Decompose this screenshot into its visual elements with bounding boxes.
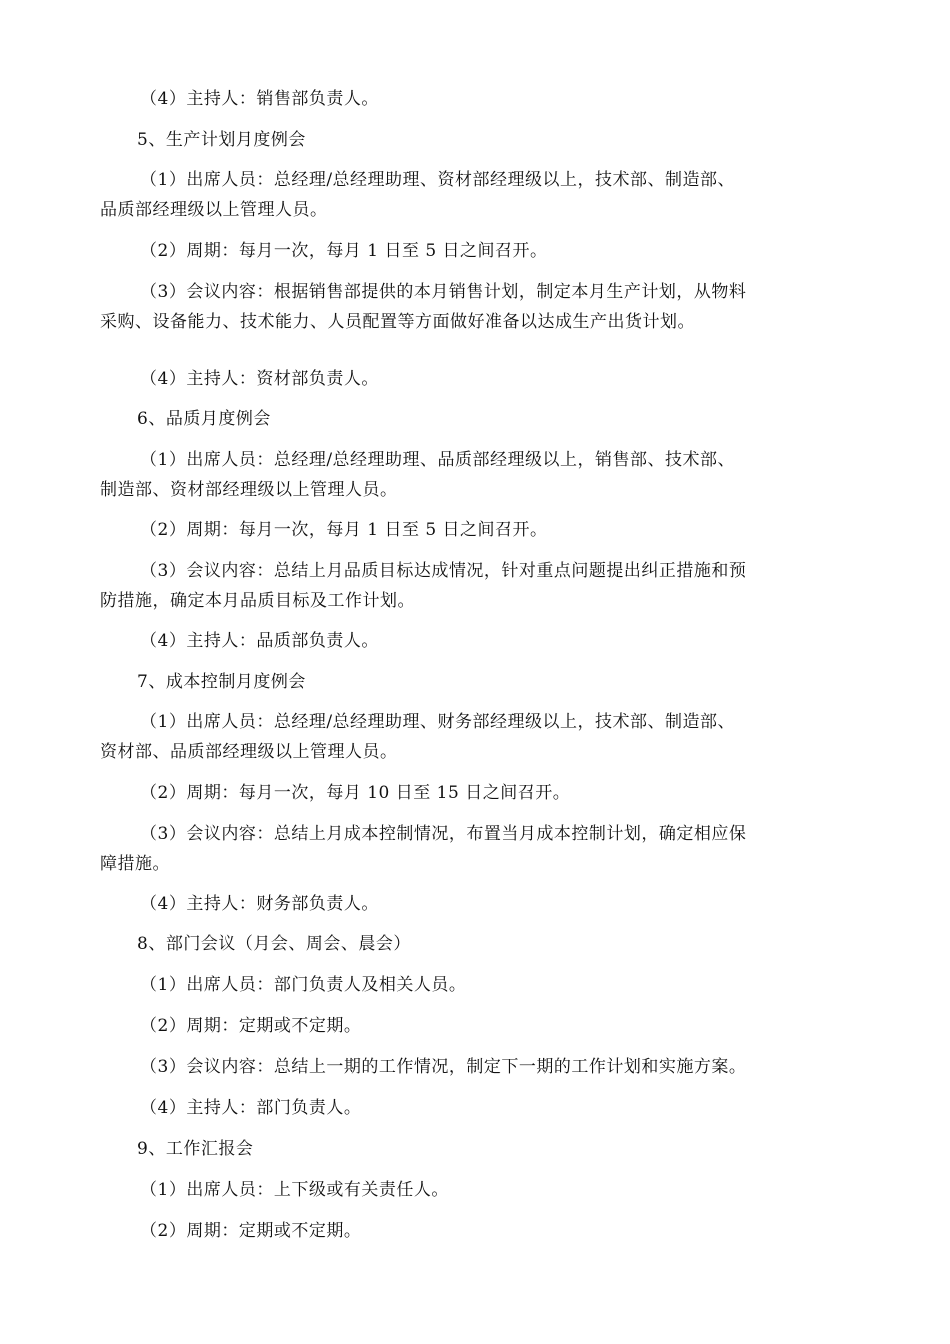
section-8-heading bbox=[100, 929, 812, 959]
text-line: （1）出席人员：总经理/总经理助理、品质部经理级以上，销售部、技术部、 bbox=[140, 450, 736, 470]
text-line: 7、成本控制月度例会 bbox=[137, 672, 306, 692]
text-line: 资材部、品质部经理级以上管理人员。 bbox=[100, 742, 398, 762]
text-line: 6、品质月度例会 bbox=[137, 409, 271, 429]
text-line: 障措施。 bbox=[100, 854, 170, 874]
section-7-heading bbox=[100, 667, 812, 697]
text-line: （2）周期：定期或不定期。 bbox=[140, 1221, 362, 1241]
text-line: （4）主持人：资材部负责人。 bbox=[140, 369, 379, 389]
text-line: 品质部经理级以上管理人员。 bbox=[100, 200, 328, 220]
text-line: 8、部门会议（月会、周会、晨会） bbox=[137, 934, 411, 954]
item-1-attendees bbox=[100, 970, 812, 1000]
section-5-heading bbox=[100, 125, 812, 155]
text-line: （2）周期：每月一次，每月 10 日至 15 日之间召开。 bbox=[140, 783, 571, 803]
text-line: （1）出席人员：部门负责人及相关人员。 bbox=[140, 975, 467, 995]
item-1-attendees bbox=[100, 1175, 812, 1205]
item-3-content bbox=[100, 819, 812, 879]
item-2-period bbox=[100, 236, 812, 266]
item-4-host-sales bbox=[100, 84, 812, 114]
text-line: （3）会议内容：总结上月品质目标达成情况，针对重点问题提出纠正措施和预 bbox=[140, 561, 747, 581]
text-line: （4）主持人：品质部负责人。 bbox=[140, 631, 379, 651]
text-line: （2）周期：定期或不定期。 bbox=[140, 1016, 362, 1036]
item-1-attendees bbox=[100, 445, 812, 505]
item-3-content bbox=[100, 1052, 812, 1082]
section-6-heading bbox=[100, 404, 812, 434]
text-line: 采购、设备能力、技术能力、人员配置等方面做好准备以达成生产出货计划。 bbox=[100, 312, 695, 332]
text-line: 5、生产计划月度例会 bbox=[137, 130, 306, 150]
text-line: （1）出席人员：总经理/总经理助理、资材部经理级以上，技术部、制造部、 bbox=[140, 170, 736, 190]
item-4-host-materials bbox=[100, 364, 812, 394]
text-line: 防措施，确定本月品质目标及工作计划。 bbox=[100, 591, 415, 611]
text-line: （1）出席人员：总经理/总经理助理、财务部经理级以上，技术部、制造部、 bbox=[140, 712, 736, 732]
item-4-host-quality bbox=[100, 626, 812, 656]
item-4-host-finance bbox=[100, 889, 812, 919]
item-1-attendees bbox=[100, 707, 812, 767]
section-9-heading bbox=[100, 1134, 812, 1164]
item-3-content bbox=[100, 277, 812, 337]
item-4-host-department bbox=[100, 1093, 812, 1123]
text-line: （3）会议内容：总结上一期的工作情况，制定下一期的工作计划和实施方案。 bbox=[140, 1057, 747, 1077]
text-line: 制造部、资材部经理级以上管理人员。 bbox=[100, 480, 398, 500]
text-line: （2）周期：每月一次，每月 1 日至 5 日之间召开。 bbox=[140, 241, 548, 261]
text-line: （4）主持人：财务部负责人。 bbox=[140, 894, 379, 914]
item-3-content bbox=[100, 556, 812, 616]
text-line: （3）会议内容：根据销售部提供的本月销售计划，制定本月生产计划，从物料 bbox=[140, 282, 747, 302]
item-2-period bbox=[100, 1011, 812, 1041]
text-line: （4）主持人：部门负责人。 bbox=[140, 1098, 362, 1118]
item-2-period bbox=[100, 515, 812, 545]
text-line: （4）主持人：销售部负责人。 bbox=[140, 89, 379, 109]
text-line: （1）出席人员：上下级或有关责任人。 bbox=[140, 1180, 449, 1200]
item-2-period bbox=[100, 1216, 812, 1246]
item-1-attendees bbox=[100, 165, 812, 225]
text-line: （3）会议内容：总结上月成本控制情况，布置当月成本控制计划，确定相应保 bbox=[140, 824, 747, 844]
item-2-period bbox=[100, 778, 812, 808]
text-line: 9、工作汇报会 bbox=[137, 1139, 254, 1159]
text-line: （2）周期：每月一次，每月 1 日至 5 日之间召开。 bbox=[140, 520, 548, 540]
